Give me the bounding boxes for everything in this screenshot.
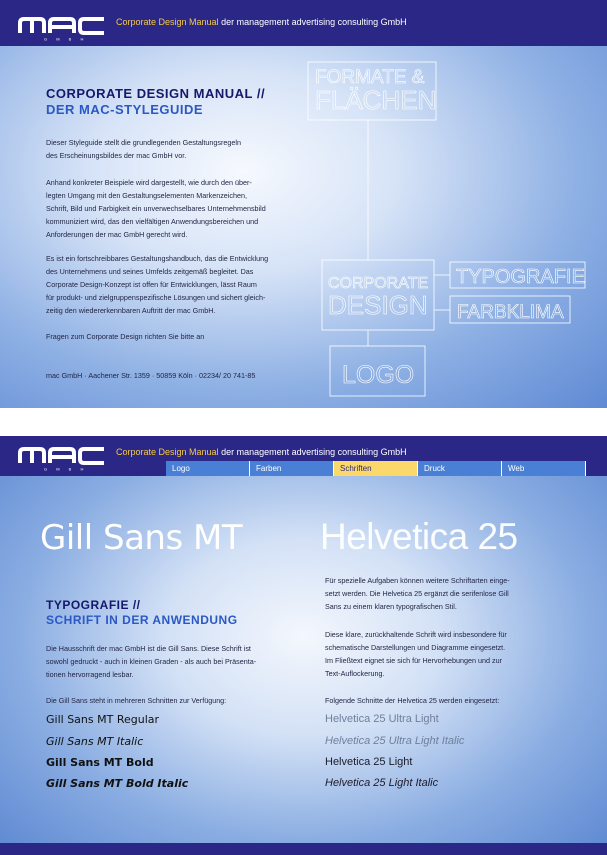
helv-light-italic-sample: Helvetica 25 Light Italic (325, 777, 439, 789)
helvetica-intro: Für spezielle Aufgaben können weitere Schriftarten einge- setzt werden. Die Helvetica 25 ergänzt die serifenlose Gill Sans zu einem klaren typografischen Stil. (325, 576, 510, 611)
questions-paragraph: Fragen zum Corporate Design richten Sie bitte an (46, 332, 205, 341)
gill-sans-heading: Gill Sans MT (40, 518, 243, 558)
section-tabs (166, 461, 586, 476)
label-corporate: CORPORATE (328, 275, 429, 292)
label-typografie: TYPOGRAFIE (456, 266, 585, 288)
svg-text:G M B H: G M B H (44, 466, 88, 471)
label-logo: LOGO (342, 361, 415, 389)
gill-bold-italic-sample: Gill Sans MT Bold Italic (46, 777, 189, 790)
page-header (0, 0, 607, 46)
contact-line: mac GmbH · Aachener Str. 1359 · 50859 Köln · 02234/ 20 741-85 (46, 371, 256, 380)
gill-bold-sample: Gill Sans MT Bold (46, 756, 154, 769)
page-corporate-design (0, 0, 607, 408)
label-formate-1: FORMATE & (315, 67, 425, 88)
tab-schriften[interactable]: Schriften (334, 461, 418, 476)
typografie-title: TYPOGRAFIE // (46, 598, 141, 612)
helvetica-cuts-line: Folgende Schnitte der Helvetica 25 werden eingesetzt: (325, 696, 500, 705)
page-gap (0, 408, 607, 436)
label-farbklima: FARBKLIMA (457, 302, 564, 323)
helvetica-heading: Helvetica 25 (320, 516, 518, 557)
page-typografie (0, 436, 607, 855)
helv-ultralight-italic-sample: Helvetica 25 Ultra Light Italic (325, 735, 465, 747)
svg-text:G M B H: G M B H (44, 36, 88, 41)
helvetica-usage: Diese klare, zurückhaltende Schrift wird insbesondere für schematische Darstellungen und Diagramme eingesetzt. Im Fließtext eignet sie sich für Hervorhebungen und zur Text-Auflockerung. (325, 630, 507, 678)
tab-logo[interactable]: Logo (166, 461, 250, 476)
label-design: DESIGN (328, 290, 428, 320)
header-company-2: der management advertising consulting GmbH (218, 447, 407, 457)
header-accent-2: Corporate Design Manual (116, 447, 219, 457)
gill-available-line: Die Gill Sans steht in mehreren Schnitten zur Verfügung: (46, 696, 227, 705)
footer-bar (0, 843, 607, 855)
label-formate-2: FLÄCHEN (315, 85, 437, 115)
structure-diagram (300, 50, 607, 405)
helv-light-sample: Helvetica 25 Light (325, 756, 413, 768)
intro-paragraph: Dieser Styleguide stellt die grundlegenden Gestaltungsregeln des Erscheinungsbildes der mac GmbH vor. (46, 138, 241, 160)
mac-logo (18, 15, 108, 41)
header-company: der management advertising consulting GmbH (218, 17, 407, 27)
gill-description: Die Hausschrift der mac GmbH ist die Gill Sans. Diese Schrift ist sowohl gedruckt - auch in kleinen Graden - als auch bei Präsenta- tionen hervorragend lesbar. (46, 644, 257, 679)
header-title-2 (116, 447, 407, 457)
examples-paragraph: Anhand konkreter Beispiele wird dargestellt, wie durch den über- legten Umgang mit den Gestaltungselementen Markenzeichen, Schrift, Bild und Farbigkeit ein unverwechselbares Unternehmensbild kommuniziert wird, das den vielfältigen Anwendungsbereichen und Anforderungen der mac GmbH gerecht wird. (46, 178, 266, 239)
tab-druck[interactable]: Druck (418, 461, 502, 476)
page-header-2 (0, 436, 607, 476)
typografie-subtitle: SCHRIFT IN DER ANWENDUNG (46, 613, 238, 627)
manual-title: CORPORATE DESIGN MANUAL // (46, 86, 266, 101)
gill-regular-sample: Gill Sans MT Regular (46, 713, 160, 726)
header-title (116, 17, 407, 27)
header-accent: Corporate Design Manual (116, 17, 219, 27)
tab-farben[interactable]: Farben (250, 461, 334, 476)
helv-ultralight-sample: Helvetica 25 Ultra Light (325, 713, 439, 725)
mac-logo-2 (18, 445, 108, 471)
gill-italic-sample: Gill Sans MT Italic (46, 735, 144, 748)
tab-web[interactable]: Web (502, 461, 586, 476)
handbook-paragraph: Es ist ein fortschreibbares Gestaltungshandbuch, das die Entwicklung des Unternehmens und seines Umfelds zeitgemäß begleitet. Das Corporate Design-Konzept ist offen für Entwicklungen, lässt Raum für produkt- und zielgruppenspezifische Lösungen und sichert gleich- zeitig den wiedererkennbaren Auftritt der mac GmbH. (46, 254, 269, 315)
manual-subtitle: DER MAC-STYLEGUIDE (46, 102, 204, 117)
